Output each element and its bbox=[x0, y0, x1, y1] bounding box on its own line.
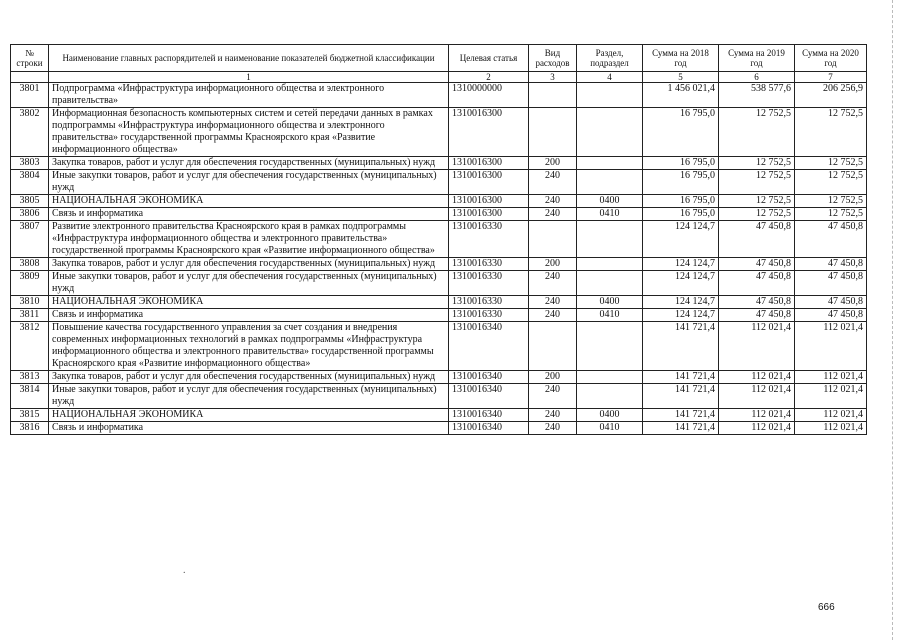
row-number: 3803 bbox=[11, 157, 49, 170]
row-expense-type: 240 bbox=[529, 170, 577, 195]
table-row bbox=[11, 221, 867, 258]
column-number: 3 bbox=[529, 72, 577, 83]
row-target-article: 1310016300 bbox=[449, 108, 529, 157]
row-sum-2019: 112 021,4 bbox=[719, 384, 795, 409]
row-expense-type: 200 bbox=[529, 258, 577, 271]
header-name: Наименование главных распорядителей и наименование показателей бюджетной классификации bbox=[49, 45, 449, 72]
row-sum-2018: 141 721,4 bbox=[643, 409, 719, 422]
row-number: 3814 bbox=[11, 384, 49, 409]
row-sum-2018: 141 721,4 bbox=[643, 422, 719, 435]
table-row bbox=[11, 309, 867, 322]
row-section bbox=[577, 258, 643, 271]
header-section: Раздел, подраздел bbox=[577, 45, 643, 72]
row-expense-type: 200 bbox=[529, 157, 577, 170]
row-expense-type bbox=[529, 221, 577, 258]
table-row bbox=[11, 108, 867, 157]
row-sum-2020: 12 752,5 bbox=[795, 195, 867, 208]
row-expense-type: 240 bbox=[529, 296, 577, 309]
column-number-row bbox=[11, 72, 867, 83]
column-number: 4 bbox=[577, 72, 643, 83]
table-row bbox=[11, 170, 867, 195]
row-section bbox=[577, 221, 643, 258]
row-target-article: 1310016340 bbox=[449, 384, 529, 409]
row-section bbox=[577, 170, 643, 195]
row-target-article: 1310016330 bbox=[449, 309, 529, 322]
row-sum-2020: 47 450,8 bbox=[795, 271, 867, 296]
row-name: НАЦИОНАЛЬНАЯ ЭКОНОМИКА bbox=[49, 296, 449, 309]
scan-margin-line bbox=[892, 0, 894, 640]
row-sum-2019: 538 577,6 bbox=[719, 83, 795, 108]
row-expense-type: 240 bbox=[529, 195, 577, 208]
row-sum-2019: 47 450,8 bbox=[719, 271, 795, 296]
row-name: Развитие электронного правительства Красноярского края в рамках подпрограммы «Инфраструктура информационного общества и электронного правительства» государственной программы Красноярского края «Развитие информационного общества» bbox=[49, 221, 449, 258]
row-section: 0400 bbox=[577, 409, 643, 422]
row-name: Иные закупки товаров, работ и услуг для обеспечения государственных (муниципальных) нужд bbox=[49, 271, 449, 296]
row-expense-type: 200 bbox=[529, 371, 577, 384]
row-sum-2018: 124 124,7 bbox=[643, 221, 719, 258]
row-name: Подпрограмма «Инфраструктура информационного общества и электронного правительства» bbox=[49, 83, 449, 108]
row-sum-2018: 141 721,4 bbox=[643, 371, 719, 384]
row-sum-2020: 12 752,5 bbox=[795, 170, 867, 195]
row-expense-type: 240 bbox=[529, 422, 577, 435]
row-target-article: 1310016300 bbox=[449, 157, 529, 170]
column-number: 2 bbox=[449, 72, 529, 83]
row-sum-2019: 12 752,5 bbox=[719, 108, 795, 157]
row-number: 3811 bbox=[11, 309, 49, 322]
column-number: 1 bbox=[49, 72, 449, 83]
row-expense-type: 240 bbox=[529, 271, 577, 296]
row-sum-2020: 12 752,5 bbox=[795, 208, 867, 221]
row-name: НАЦИОНАЛЬНАЯ ЭКОНОМИКА bbox=[49, 409, 449, 422]
row-number: 3802 bbox=[11, 108, 49, 157]
row-number: 3807 bbox=[11, 221, 49, 258]
row-sum-2019: 12 752,5 bbox=[719, 157, 795, 170]
row-section bbox=[577, 108, 643, 157]
table-row bbox=[11, 157, 867, 170]
row-target-article: 1310016330 bbox=[449, 221, 529, 258]
header-row-number: № строки bbox=[11, 45, 49, 72]
table-row bbox=[11, 83, 867, 108]
row-section bbox=[577, 322, 643, 371]
row-target-article: 1310016330 bbox=[449, 271, 529, 296]
row-expense-type bbox=[529, 322, 577, 371]
row-section: 0410 bbox=[577, 208, 643, 221]
row-sum-2019: 112 021,4 bbox=[719, 371, 795, 384]
row-sum-2018: 141 721,4 bbox=[643, 322, 719, 371]
row-name: Связь и информатика bbox=[49, 422, 449, 435]
row-name: Информационная безопасность компьютерных систем и сетей передачи данных в рамках подпрограммы «Инфраструктура информационного общества и электронного правительства» государственной программы Красноярского края «Развитие информационного общества» bbox=[49, 108, 449, 157]
header-sum-2020: Сумма на 2020 год bbox=[795, 45, 867, 72]
header-target-article: Целевая статья bbox=[449, 45, 529, 72]
table-row bbox=[11, 371, 867, 384]
row-target-article: 1310016340 bbox=[449, 371, 529, 384]
row-target-article: 1310016300 bbox=[449, 170, 529, 195]
row-sum-2020: 112 021,4 bbox=[795, 422, 867, 435]
row-sum-2019: 12 752,5 bbox=[719, 170, 795, 195]
row-expense-type: 240 bbox=[529, 309, 577, 322]
row-expense-type: 240 bbox=[529, 384, 577, 409]
table-row bbox=[11, 384, 867, 409]
row-sum-2018: 141 721,4 bbox=[643, 384, 719, 409]
row-target-article: 1310016340 bbox=[449, 422, 529, 435]
row-sum-2020: 12 752,5 bbox=[795, 157, 867, 170]
column-number: 5 bbox=[643, 72, 719, 83]
column-number-blank bbox=[11, 72, 49, 83]
header-sum-2018: Сумма на 2018 год bbox=[643, 45, 719, 72]
table-row bbox=[11, 271, 867, 296]
row-sum-2018: 16 795,0 bbox=[643, 157, 719, 170]
row-number: 3816 bbox=[11, 422, 49, 435]
table-row bbox=[11, 322, 867, 371]
row-number: 3804 bbox=[11, 170, 49, 195]
row-section bbox=[577, 157, 643, 170]
row-sum-2020: 112 021,4 bbox=[795, 409, 867, 422]
row-sum-2018: 124 124,7 bbox=[643, 309, 719, 322]
table-row bbox=[11, 208, 867, 221]
row-expense-type bbox=[529, 83, 577, 108]
row-sum-2020: 47 450,8 bbox=[795, 309, 867, 322]
row-number: 3805 bbox=[11, 195, 49, 208]
row-sum-2019: 112 021,4 bbox=[719, 409, 795, 422]
row-number: 3801 bbox=[11, 83, 49, 108]
row-sum-2020: 47 450,8 bbox=[795, 296, 867, 309]
row-name: Закупка товаров, работ и услуг для обеспечения государственных (муниципальных) нужд bbox=[49, 157, 449, 170]
row-section bbox=[577, 271, 643, 296]
header-expense-type: Вид расходов bbox=[529, 45, 577, 72]
column-number: 6 bbox=[719, 72, 795, 83]
row-number: 3810 bbox=[11, 296, 49, 309]
row-name: Закупка товаров, работ и услуг для обеспечения государственных (муниципальных) нужд bbox=[49, 371, 449, 384]
row-sum-2018: 16 795,0 bbox=[643, 195, 719, 208]
row-name: Связь и информатика bbox=[49, 208, 449, 221]
row-number: 3812 bbox=[11, 322, 49, 371]
row-sum-2019: 47 450,8 bbox=[719, 296, 795, 309]
page-number: 666 bbox=[818, 602, 835, 613]
row-sum-2019: 12 752,5 bbox=[719, 195, 795, 208]
row-section: 0410 bbox=[577, 422, 643, 435]
row-sum-2020: 47 450,8 bbox=[795, 258, 867, 271]
row-name: Иные закупки товаров, работ и услуг для обеспечения государственных (муниципальных) нужд bbox=[49, 384, 449, 409]
table-row bbox=[11, 296, 867, 309]
row-expense-type bbox=[529, 108, 577, 157]
row-section bbox=[577, 371, 643, 384]
row-section: 0400 bbox=[577, 195, 643, 208]
row-sum-2020: 112 021,4 bbox=[795, 371, 867, 384]
table-row bbox=[11, 195, 867, 208]
row-target-article: 1310016330 bbox=[449, 296, 529, 309]
table-body bbox=[11, 83, 867, 435]
row-target-article: 1310016340 bbox=[449, 409, 529, 422]
row-sum-2018: 124 124,7 bbox=[643, 296, 719, 309]
row-target-article: 1310016300 bbox=[449, 195, 529, 208]
row-number: 3815 bbox=[11, 409, 49, 422]
row-sum-2018: 16 795,0 bbox=[643, 208, 719, 221]
row-number: 3808 bbox=[11, 258, 49, 271]
row-section: 0400 bbox=[577, 296, 643, 309]
table-row bbox=[11, 258, 867, 271]
row-number: 3809 bbox=[11, 271, 49, 296]
row-sum-2018: 124 124,7 bbox=[643, 271, 719, 296]
row-number: 3806 bbox=[11, 208, 49, 221]
row-target-article: 1310000000 bbox=[449, 83, 529, 108]
row-name: Связь и информатика bbox=[49, 309, 449, 322]
row-sum-2019: 47 450,8 bbox=[719, 309, 795, 322]
row-target-article: 1310016300 bbox=[449, 208, 529, 221]
table-header-row bbox=[11, 45, 867, 72]
row-section bbox=[577, 384, 643, 409]
row-sum-2020: 47 450,8 bbox=[795, 221, 867, 258]
row-section bbox=[577, 83, 643, 108]
row-name: Закупка товаров, работ и услуг для обеспечения государственных (муниципальных) нужд bbox=[49, 258, 449, 271]
table-row bbox=[11, 409, 867, 422]
row-name: НАЦИОНАЛЬНАЯ ЭКОНОМИКА bbox=[49, 195, 449, 208]
row-sum-2020: 112 021,4 bbox=[795, 384, 867, 409]
row-name: Повышение качества государственного управления за счет создания и внедрения современных информационных технологий в рамках подпрограммы «Инфраструктура информационного общества и электронного правительства» государственной программы Красноярского края «Развитие информационного общества» bbox=[49, 322, 449, 371]
row-sum-2018: 124 124,7 bbox=[643, 258, 719, 271]
row-target-article: 1310016330 bbox=[449, 258, 529, 271]
header-sum-2019: Сумма на 2019 год bbox=[719, 45, 795, 72]
row-name: Иные закупки товаров, работ и услуг для обеспечения государственных (муниципальных) нужд bbox=[49, 170, 449, 195]
row-sum-2020: 12 752,5 bbox=[795, 108, 867, 157]
row-section: 0410 bbox=[577, 309, 643, 322]
row-number: 3813 bbox=[11, 371, 49, 384]
row-sum-2020: 206 256,9 bbox=[795, 83, 867, 108]
row-sum-2019: 47 450,8 bbox=[719, 258, 795, 271]
row-sum-2020: 112 021,4 bbox=[795, 322, 867, 371]
column-number: 7 bbox=[795, 72, 867, 83]
budget-table bbox=[10, 44, 867, 435]
table-row bbox=[11, 422, 867, 435]
row-target-article: 1310016340 bbox=[449, 322, 529, 371]
row-sum-2018: 16 795,0 bbox=[643, 108, 719, 157]
row-expense-type: 240 bbox=[529, 208, 577, 221]
row-expense-type: 240 bbox=[529, 409, 577, 422]
row-sum-2019: 47 450,8 bbox=[719, 221, 795, 258]
row-sum-2019: 112 021,4 bbox=[719, 422, 795, 435]
row-sum-2019: 12 752,5 bbox=[719, 208, 795, 221]
row-sum-2019: 112 021,4 bbox=[719, 322, 795, 371]
row-sum-2018: 1 456 021,4 bbox=[643, 83, 719, 108]
row-sum-2018: 16 795,0 bbox=[643, 170, 719, 195]
stray-dot-mark: . bbox=[183, 565, 186, 576]
